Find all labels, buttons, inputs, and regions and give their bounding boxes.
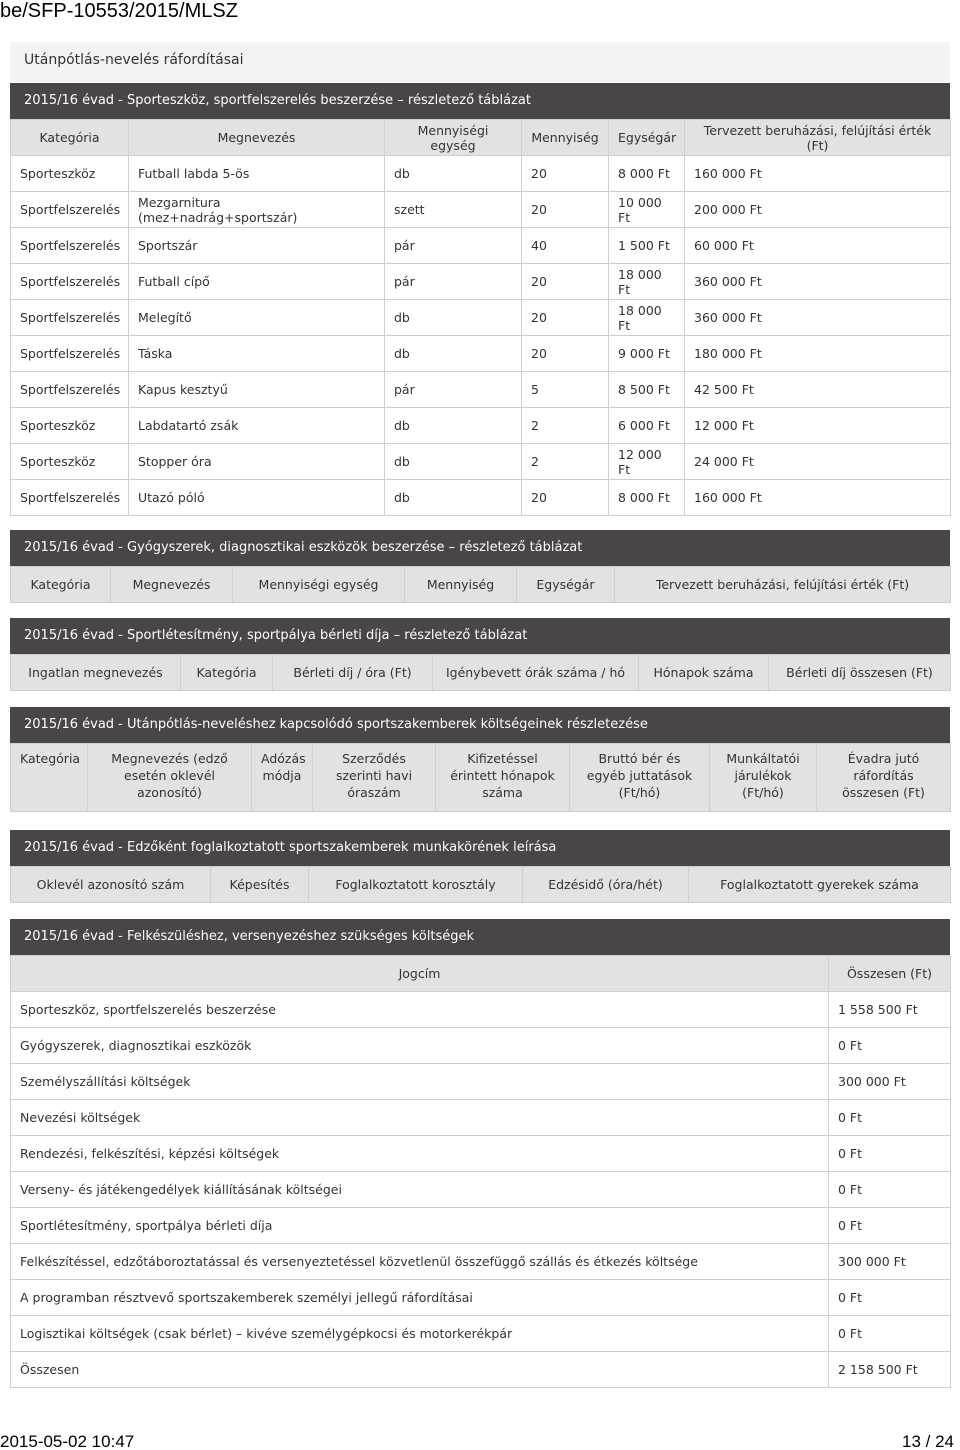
col-header: Képesítés: [211, 867, 309, 903]
table-cell: Utazó póló: [129, 480, 385, 516]
col-header: Egységár: [517, 567, 615, 603]
table-cell: Sporteszköz: [11, 156, 129, 192]
table-cell: db: [385, 156, 522, 192]
table-cell: pár: [385, 228, 522, 264]
table-cell: Sportfelszerelés: [11, 300, 129, 336]
table-cell: 60 000 Ft: [685, 228, 951, 264]
table-row: [11, 444, 951, 480]
table-cell: Sportfelszerelés: [11, 192, 129, 228]
table-cell: Személyszállítási költségek: [11, 1064, 829, 1100]
table-cell: Sporteszköz: [11, 444, 129, 480]
preparation-header-row: [11, 956, 951, 992]
table-cell: 8 000 Ft: [609, 480, 685, 516]
table-cell: 200 000 Ft: [685, 192, 951, 228]
table-cell: Verseny- és játékengedélyek kiállításának költségei: [11, 1172, 829, 1208]
table-cell: 24 000 Ft: [685, 444, 951, 480]
table-cell: 300 000 Ft: [829, 1064, 951, 1100]
col-header: Foglalkoztatott gyerekek száma: [689, 867, 951, 903]
table-row: [11, 372, 951, 408]
preparation-costs-table: [10, 955, 951, 1388]
col-header: Edzésidő (óra/hét): [523, 867, 689, 903]
table-row: [11, 1280, 951, 1316]
col-header: Kategória: [11, 744, 88, 812]
col-header: Oklevél azonosító szám: [11, 867, 211, 903]
col-header: Mennyiségi egység: [233, 567, 405, 603]
col-header: Összesen (Ft): [829, 956, 951, 992]
staff-header-row: [11, 744, 951, 812]
col-header: Bérleti díj összesen (Ft): [769, 655, 951, 691]
table-cell: pár: [385, 372, 522, 408]
table-cell: 18 000 Ft: [609, 300, 685, 336]
col-header: Igénybevett órák száma / hó: [433, 655, 639, 691]
equipment-table-title: 2015/16 évad - Sporteszköz, sportfelszerelés beszerzése – részletező táblázat: [10, 83, 950, 119]
table-cell: 8 500 Ft: [609, 372, 685, 408]
table-cell: Rendezési, felkészítési, képzési költségek: [11, 1136, 829, 1172]
table-cell: Sportfelszerelés: [11, 228, 129, 264]
table-row: [11, 1172, 951, 1208]
col-header: Kategória: [181, 655, 273, 691]
medicine-table-title: 2015/16 évad - Gyógyszerek, diagnosztikai eszközök beszerzése – részletező táblázat: [10, 530, 950, 566]
document-id: be/SFP-10553/2015/MLSZ: [0, 0, 238, 22]
table-cell: Gyógyszerek, diagnosztikai eszközök: [11, 1028, 829, 1064]
col-header: Egységár: [609, 120, 685, 156]
table-cell: Melegítő: [129, 300, 385, 336]
col-header: Mennyiségi egység: [385, 120, 522, 156]
table-cell: 40: [522, 228, 609, 264]
table-row: [11, 992, 951, 1028]
col-header: Foglalkoztatott korosztály: [309, 867, 523, 903]
table-cell: Labdatartó zsák: [129, 408, 385, 444]
facility-rent-table: [10, 654, 951, 691]
table-cell: 2: [522, 408, 609, 444]
coach-duties-table-title: 2015/16 évad - Edzőként foglalkoztatott sportszakemberek munkakörének leírása: [10, 830, 950, 866]
col-header: Tervezett beruházási, felújítási érték (Ft): [685, 120, 951, 156]
table-cell: 12 000 Ft: [609, 444, 685, 480]
footer-page-number: 13 / 24: [902, 1432, 954, 1450]
table-cell: 180 000 Ft: [685, 336, 951, 372]
col-header: Kategória: [11, 120, 129, 156]
col-header: Bruttó bér és egyéb juttatások (Ft/hó): [570, 744, 710, 812]
table-row: [11, 228, 951, 264]
table-row: [11, 1244, 951, 1280]
table-cell: 0 Ft: [829, 1316, 951, 1352]
table-cell: 160 000 Ft: [685, 156, 951, 192]
staff-costs-table: [10, 743, 951, 812]
table-cell: 12 000 Ft: [685, 408, 951, 444]
table-cell: Stopper óra: [129, 444, 385, 480]
table-cell: A programban résztvevő sportszakemberek személyi jellegű ráfordításai: [11, 1280, 829, 1316]
table-cell: Nevezési költségek: [11, 1100, 829, 1136]
table-cell: Sportlétesítmény, sportpálya bérleti díja: [11, 1208, 829, 1244]
table-cell: 0 Ft: [829, 1028, 951, 1064]
table-cell: 1 500 Ft: [609, 228, 685, 264]
table-cell: Sportfelszerelés: [11, 336, 129, 372]
staff-costs-table-title: 2015/16 évad - Utánpótlás-neveléshez kapcsolódó sportszakemberek költségeinek részletezése: [10, 707, 950, 743]
facility-header-row: [11, 655, 951, 691]
table-cell: Mezgarnitura (mez+nadrág+sportszár): [129, 192, 385, 228]
table-cell: Futball labda 5-ös: [129, 156, 385, 192]
col-header: Tervezett beruházási, felújítási érték (Ft): [615, 567, 951, 603]
table-cell: 2: [522, 444, 609, 480]
col-header: Évadra jutó ráfordítás összesen (Ft): [817, 744, 951, 812]
equipment-header-row: [11, 120, 951, 156]
table-row: [11, 264, 951, 300]
table-cell: 160 000 Ft: [685, 480, 951, 516]
table-cell: Logisztikai költségek (csak bérlet) – kivéve személygépkocsi és motorkerékpár: [11, 1316, 829, 1352]
table-cell: Sportfelszerelés: [11, 480, 129, 516]
table-cell: 20: [522, 480, 609, 516]
col-header: Hónapok száma: [639, 655, 769, 691]
table-cell: 0 Ft: [829, 1280, 951, 1316]
table-cell: 9 000 Ft: [609, 336, 685, 372]
table-row: [11, 336, 951, 372]
table-cell: 2 158 500 Ft: [829, 1352, 951, 1388]
table-cell: 20: [522, 300, 609, 336]
col-header: Kifizetéssel érintett hónapok száma: [436, 744, 570, 812]
table-cell: 20: [522, 192, 609, 228]
table-cell: 5: [522, 372, 609, 408]
table-cell: Táska: [129, 336, 385, 372]
col-header: Kategória: [11, 567, 111, 603]
table-cell: 0 Ft: [829, 1136, 951, 1172]
preparation-costs-table-title: 2015/16 évad - Felkészüléshez, versenyezéshez szükséges költségek: [10, 919, 950, 955]
table-row: [11, 1316, 951, 1352]
table-cell: 0 Ft: [829, 1208, 951, 1244]
table-cell: 20: [522, 336, 609, 372]
medicine-header-row: [11, 567, 951, 603]
table-cell: db: [385, 408, 522, 444]
table-row: [11, 480, 951, 516]
table-cell: db: [385, 336, 522, 372]
table-cell: db: [385, 300, 522, 336]
table-cell: 20: [522, 156, 609, 192]
table-cell: Sportfelszerelés: [11, 264, 129, 300]
table-cell: Felkészítéssel, edzőtáboroztatással és versenyeztetéssel közvetlenül összefüggő szállás és étkezés költsége: [11, 1244, 829, 1280]
table-row: [11, 408, 951, 444]
facility-rent-table-title: 2015/16 évad - Sportlétesítmény, sportpálya bérleti díja – részletező táblázat: [10, 618, 950, 654]
table-cell: Sporteszköz: [11, 408, 129, 444]
col-header: Szerződés szerinti havi óraszám: [313, 744, 436, 812]
table-cell: 360 000 Ft: [685, 300, 951, 336]
table-row: [11, 300, 951, 336]
col-header: Megnevezés: [111, 567, 233, 603]
table-cell: Futball cípő: [129, 264, 385, 300]
table-cell: 360 000 Ft: [685, 264, 951, 300]
section-title: Utánpótlás-nevelés ráfordításai: [10, 42, 950, 82]
table-row: [11, 1208, 951, 1244]
table-cell: 1 558 500 Ft: [829, 992, 951, 1028]
col-header: Mennyiség: [522, 120, 609, 156]
table-cell: 0 Ft: [829, 1172, 951, 1208]
table-cell: 42 500 Ft: [685, 372, 951, 408]
table-cell: 300 000 Ft: [829, 1244, 951, 1280]
table-cell: db: [385, 444, 522, 480]
table-cell: Sporteszköz, sportfelszerelés beszerzése: [11, 992, 829, 1028]
table-cell: Összesen: [11, 1352, 829, 1388]
table-row: [11, 192, 951, 228]
coach-header-row: [11, 867, 951, 903]
col-header: Megnevezés (edző esetén oklevél azonosító): [88, 744, 252, 812]
table-cell: pár: [385, 264, 522, 300]
col-header: Megnevezés: [129, 120, 385, 156]
table-row: [11, 1100, 951, 1136]
col-header: Jogcím: [11, 956, 829, 992]
table-row: [11, 156, 951, 192]
col-header: Adózás módja: [252, 744, 313, 812]
table-cell: 8 000 Ft: [609, 156, 685, 192]
table-row: [11, 1136, 951, 1172]
table-cell: 0 Ft: [829, 1100, 951, 1136]
table-row: [11, 1352, 951, 1388]
table-cell: 20: [522, 264, 609, 300]
table-cell: 18 000 Ft: [609, 264, 685, 300]
medicine-table: [10, 566, 951, 603]
table-row: [11, 1064, 951, 1100]
table-cell: Kapus kesztyű: [129, 372, 385, 408]
table-cell: Sportszár: [129, 228, 385, 264]
col-header: Mennyiség: [405, 567, 517, 603]
table-cell: 6 000 Ft: [609, 408, 685, 444]
coach-duties-table: [10, 866, 951, 903]
col-header: Ingatlan megnevezés: [11, 655, 181, 691]
table-cell: 10 000 Ft: [609, 192, 685, 228]
table-cell: szett: [385, 192, 522, 228]
table-cell: Sportfelszerelés: [11, 372, 129, 408]
footer-date: 2015-05-02 10:47: [0, 1432, 135, 1450]
table-cell: db: [385, 480, 522, 516]
equipment-table: [10, 119, 951, 516]
col-header: Munkáltatói járulékok (Ft/hó): [710, 744, 817, 812]
col-header: Bérleti díj / óra (Ft): [273, 655, 433, 691]
table-row: [11, 1028, 951, 1064]
